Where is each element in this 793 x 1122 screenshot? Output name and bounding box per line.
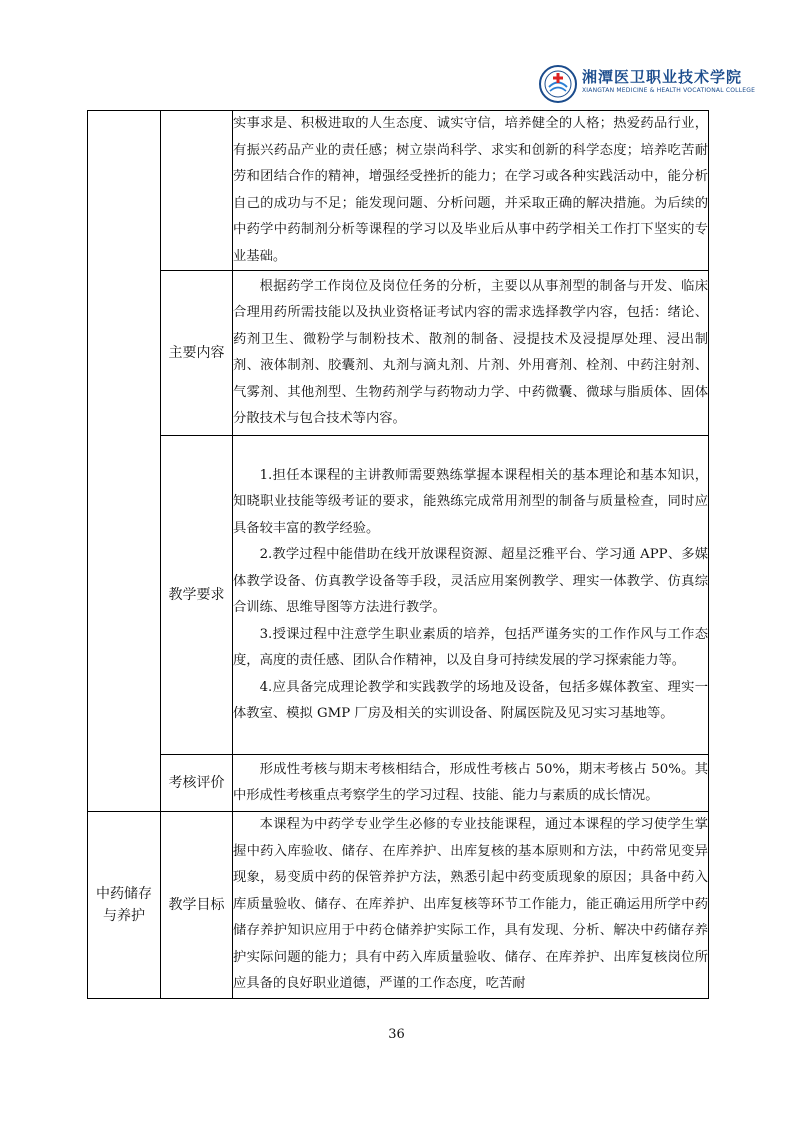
course-syllabus-table [87,110,709,999]
assessment-label: 考核评价 [161,755,233,812]
table-row [88,111,709,271]
teaching-requirements-cell [233,436,709,755]
objectives-continuation-text: 实事求是、积极进取的人生态度、诚实守信，培养健全的人格；热爱药品行业，有振兴药品产业的责任感；树立崇尚科学、求实和创新的科学态度；培养吃苦耐劳和团结合作的精神，增强经受挫折的能力；在学习或各种实践活动中，能分析自己的成功与不足；能发现问题、分析问题，并采取正确的解决措施。为后续的中药学中药制剂分析等课程的学习以及毕业后从事中药学相关工作打下坚实的专业基础。 [233,116,708,264]
course-name-cell [88,812,161,999]
requirement-item: 3.授课过程中注意学生职业素质的培养，包括严谨务实的工作作风与工作态度，高度的责任感、团队合作精神，以及自身可持续发展的学习探索能力等。 [233,626,708,668]
school-logo [538,64,756,106]
school-name: 湘潭医卫职业技术学院 [582,68,743,86]
requirement-item: 1.担任本课程的主讲教师需要熟练掌握本课程相关的基本理论和基本知识，知晓职业技能等级考证的要求，能熟练完成常用剂型的制备与质量检查，同时应具备较丰富的教学经验。 [233,467,708,536]
course-name: 中药储存与养护 [96,885,152,924]
course-name-cell-empty [88,111,161,812]
main-content-text: 根据药学工作岗位及岗位任务的分析，主要以从事剂型的制备与开发、临床合理用药所需技能以及执业资格证考试内容的需求选择教学内容，包括：绪论、药剂卫生、微粉学与制粉技术、散剂的制备、浸提技术及浸提厚处理、浸出制剂、液体制剂、胶囊剂、丸剂与滴丸剂、片剂、外用膏剂、栓剂、中药注射剂、气雾剂、其他剂型、生物药剂学与药物动力学、中药微囊、微球与脂质体、固体分散技术与包合技术等内容。 [233,278,708,426]
requirement-item: 4.应具备完成理论教学和实践教学的场地及设备，包括多媒体教室、理实一体教室、模拟 GMP 厂房及相关的实训设备、附属医院及见习实习基地等。 [233,679,708,721]
teaching-objectives-cell [233,812,709,999]
teaching-objectives-label: 教学目标 [161,812,233,999]
main-content-label: 主要内容 [161,271,233,436]
assessment-text: 形成性考核与期末考核相结合，形成性考核占 50%，期末考核占 50%。其中形成性考核重点考察学生的学习过程、技能、能力与素质的成长情况。 [233,761,708,803]
requirement-item: 2.教学过程中能借助在线开放课程资源、超星泛雅平台、学习通 APP、多媒体教学设备、仿真教学设备等手段，灵活应用案例教学、理实一体教学、仿真综合训练、思维导图等方法进行教学。 [233,547,708,615]
table-row [88,436,709,755]
school-name-english: XIANGTAN MEDICINE & HEALTH VOCATIONAL COLLEGE [582,87,756,94]
table-row [88,812,709,999]
label-cell-empty [161,111,233,271]
school-emblem-icon [538,64,578,104]
objectives-continuation-cell [233,111,709,271]
table-row [88,271,709,436]
teaching-requirements-label: 教学要求 [161,436,233,755]
main-content-cell [233,271,709,436]
table-row [88,755,709,812]
page-number: 36 [388,1027,405,1042]
teaching-objectives-text: 本课程为中药学专业学生必修的专业技能课程，通过本课程的学习使学生掌握中药入库验收、储存、在库养护、出库复核的基本原则和方法，中药常见变异现象，易变质中药的保管养护方法，熟悉引起中药变质现象的原因；具备中药入库质量验收、储存、在库养护、出库复核等环节工作能力，能正确运用所学中药储存养护知识应用于中药仓储养护实际工作，具有发现、分析、解决中药储存养护实际问题的能力；具有中药入库质量验收、储存、在库养护、出库复核岗位所应具备的良好职业道德，严谨的工作态度，吃苦耐 [233,817,708,991]
assessment-cell [233,755,709,812]
